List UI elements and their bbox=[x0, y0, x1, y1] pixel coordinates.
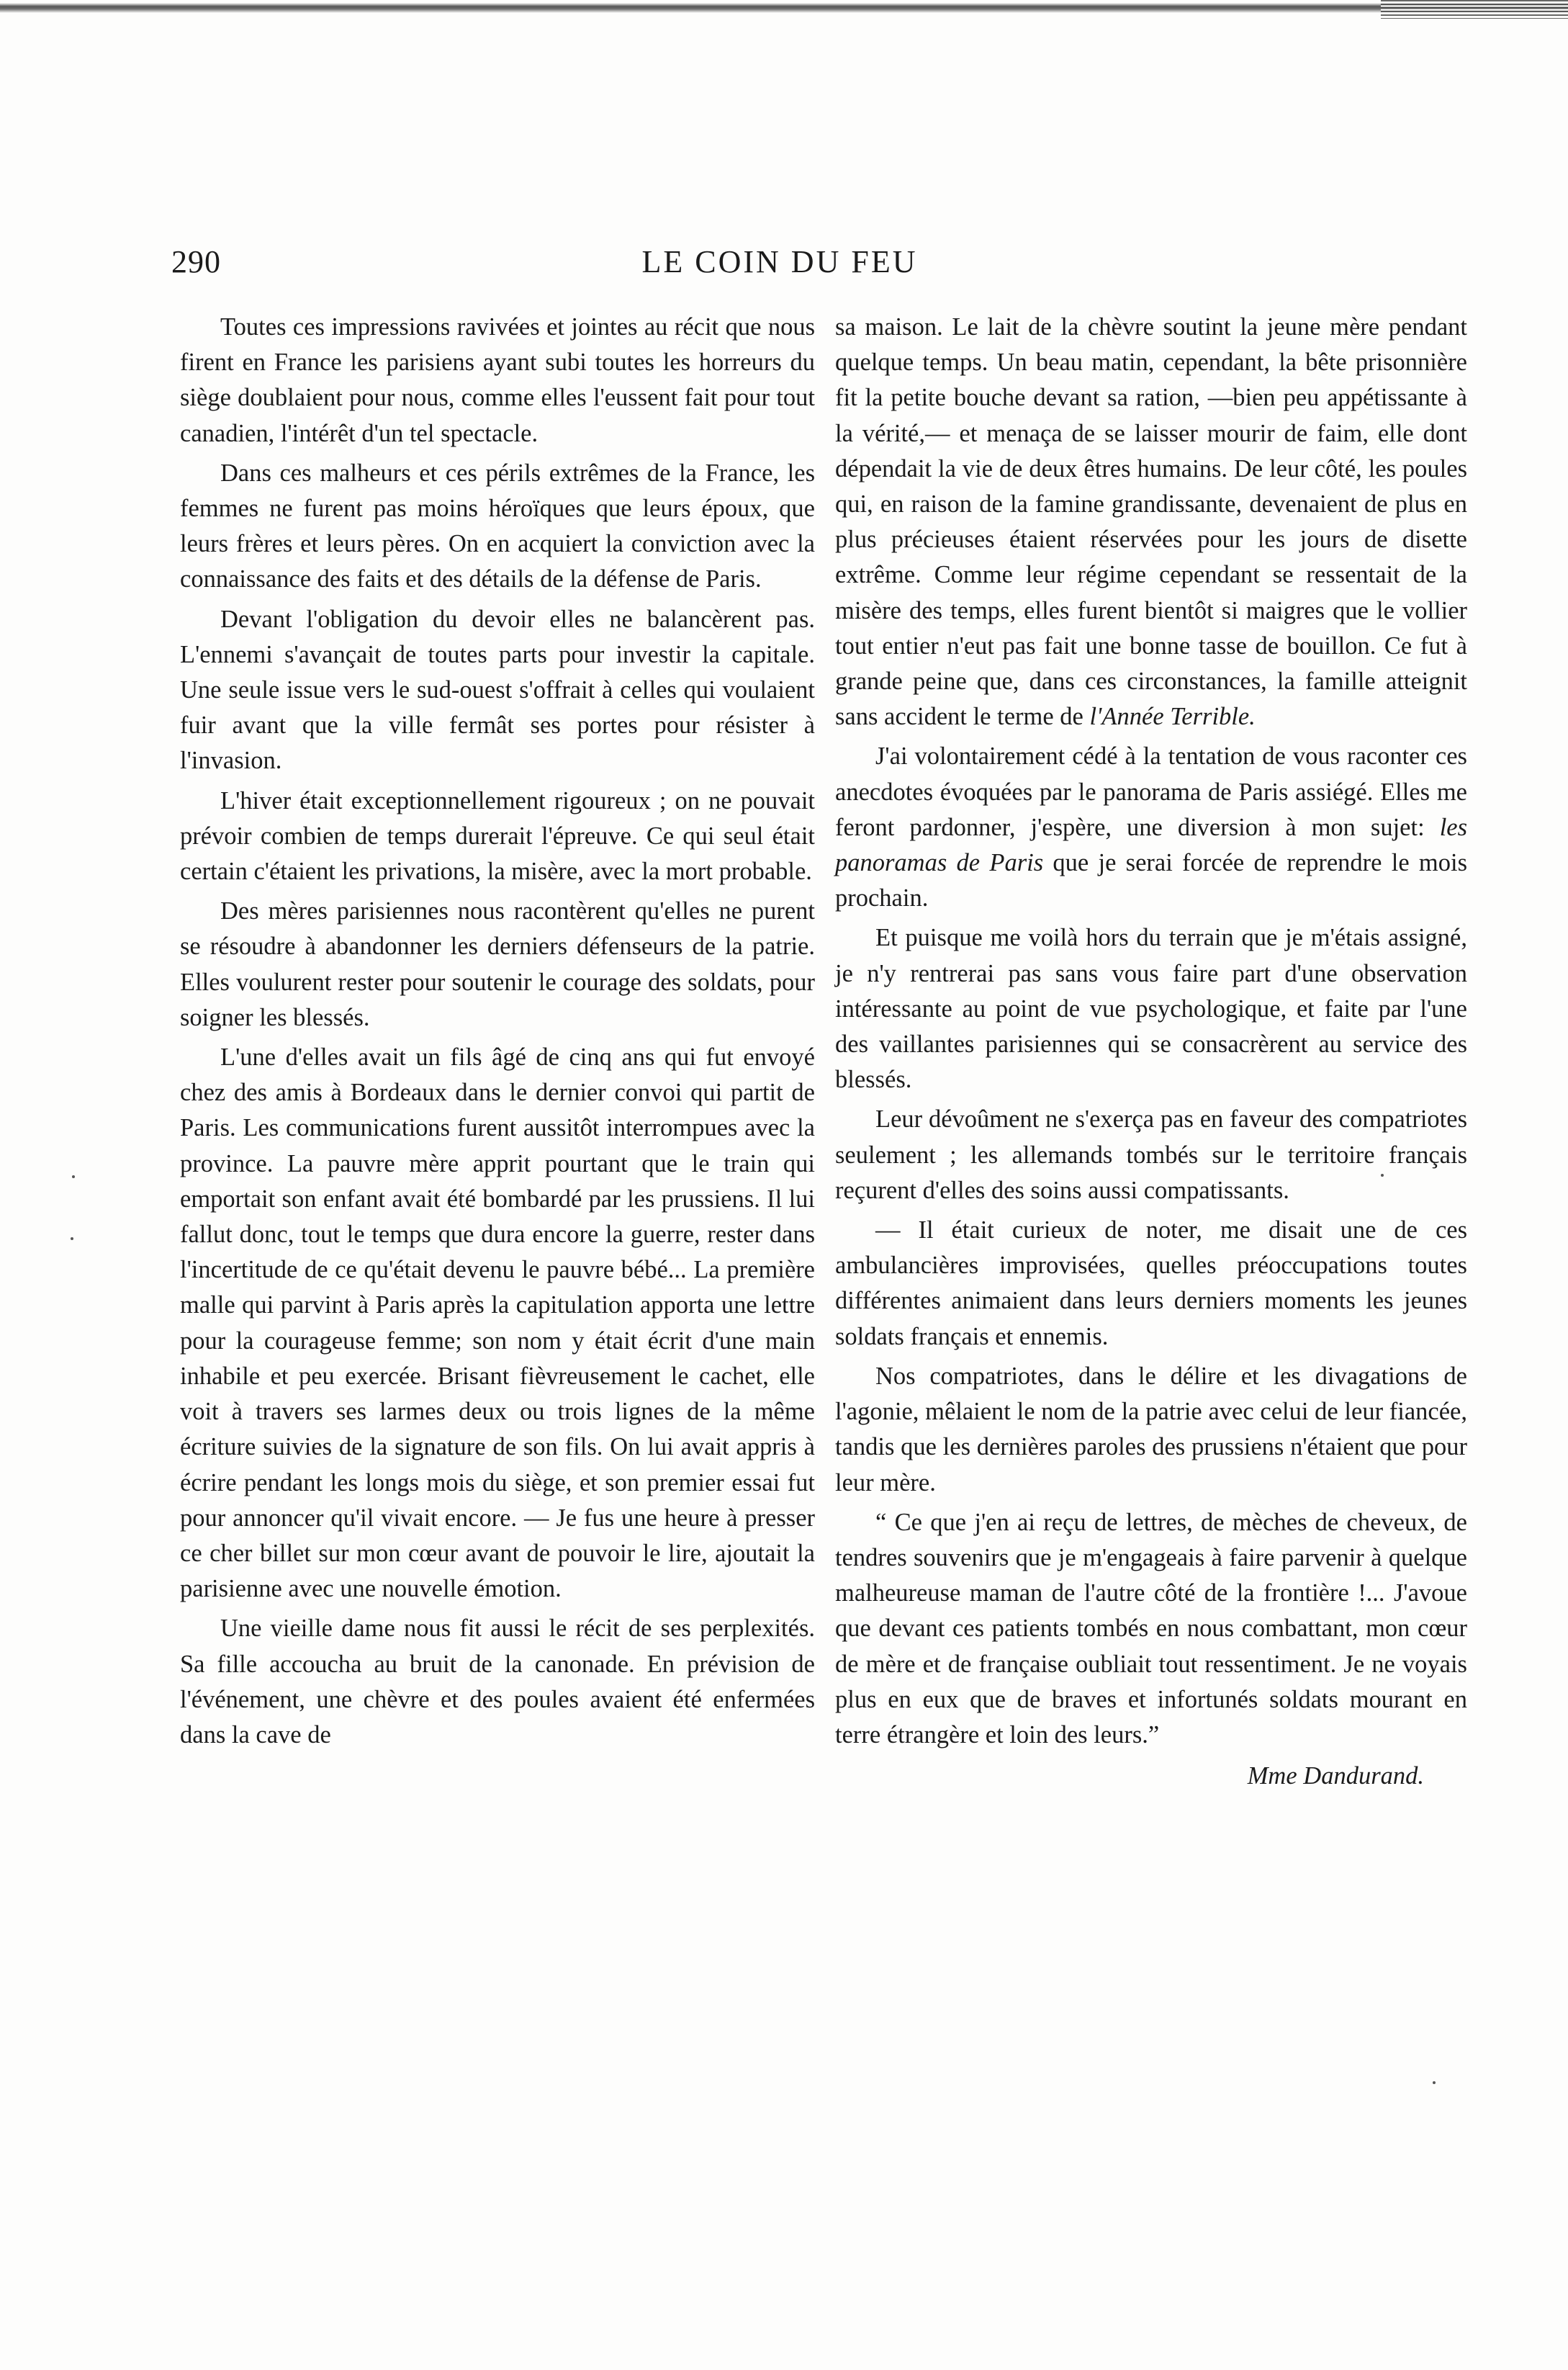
paragraph: “ Ce que j'en ai reçu de lettres, de mèches de cheveux, de tendres souvenirs que je m'engageais à faire parvenir à quelque malheureuse maman de l'autre côté de la frontière !... J'avoue que devant ces patients tombés en nous combattant, mon cœur de mère et de française oubliait tout ressentiment. Je ne voyais plus en eux que de braves et infortunés soldats mourant en terre étrangère et loin des leurs.” bbox=[835, 1508, 1467, 1749]
paragraph: L'une d'elles avait un fils âgé de cinq ans qui fut envoyé chez des amis à Bordeaux dans le dernier convoi qui partit de Paris. Les communications furent aussitôt interrompues avec la province. La pauvre mère apprit pourtant que le train qui emportait son enfant avait été bombardé par les prussiens. Il lui fallut donc, tout le temps que dura encore la guerre, rester dans l'incertitude de ce qu'était devenu le pauvre bébé... La première malle qui parvint à Paris après la capitulation apporta une lettre pour la courageuse femme; son nom y était écrit d'une main inhabile et peu exercée. Brisant fièvreusement le cachet, elle voit à travers ses larmes deux ou trois lignes de la même écriture suivies de la signature de son fils. On lui avait appris à écrire pendant les longs mois du siège, et son premier essai fut pour annoncer qu'il vivait encore. — Je fus une heure à presser ce cher billet sur mon cœur avant de pouvoir le lire, ajoutait la parisienne avec une nouvelle émotion. bbox=[180, 1043, 815, 1603]
scan-speck bbox=[72, 1175, 75, 1178]
italic-title: les panoramas de Paris bbox=[835, 813, 1468, 877]
left-column bbox=[180, 310, 815, 1757]
paragraph: — Il était curieux de noter, me disait une de ces ambulancières improvisées, quelles préoccupations toutes différentes animaient dans leurs derniers moments les jeunes soldats français et ennemis. bbox=[835, 1216, 1467, 1350]
scan-speck bbox=[71, 1237, 73, 1240]
paragraph: Des mères parisiennes nous racontèrent qu'elles ne purent se résoudre à abandonner les derniers défenseurs de la patrie. Elles voulurent rester pour soutenir le courage des soldats, pour soigner les blessés. bbox=[180, 897, 815, 1031]
paragraph: Et puisque me voilà hors du terrain que je m'étais assigné, je n'y rentrerai pas sans vous faire part d'une observation intéressante au point de vue psychologique, et faite par l'une des vaillantes parisiennes qui se consacrèrent au service des blessés. bbox=[835, 924, 1467, 1094]
top-scan-rule bbox=[0, 3, 1568, 13]
paragraph: Toutes ces impressions ravivées et jointes au récit que nous firent en France les parisiens ayant subi toutes les horreurs du siège doublaient pour nous, comme elles l'eussent fait pour tout canadien, l'intérêt d'un tel spectacle. bbox=[180, 313, 815, 447]
paragraph: L'hiver était exceptionnellement rigoureux ; on ne pouvait prévoir combien de temps durerait l'épreuve. Ce qui seul était certain c'étaient les privations, la misère, avec la mort probable. bbox=[180, 786, 815, 886]
author-signature: Mme Dandurand. bbox=[1247, 1762, 1424, 1790]
paragraph: Leur dévoûment ne s'exerça pas en faveur des compatriotes seulement ; les allemands tombés sur le territoire français reçurent d'elles des soins aussi compatissants. bbox=[835, 1105, 1467, 1204]
paragraph bbox=[835, 739, 1467, 916]
scan-speck bbox=[1381, 1174, 1384, 1177]
top-scan-rule-right bbox=[1381, 0, 1568, 19]
scan-speck bbox=[1433, 2081, 1436, 2084]
paragraph-text: J'ai volontairement cédé à la tentation de vous raconter ces anecdotes évoquées par le panorama de Paris assiégé. Elles me feront pardonner, j'espère, une diversion à mon sujet: bbox=[835, 742, 1467, 841]
running-title: LE COIN DU FEU bbox=[641, 244, 918, 279]
paragraph: Nos compatriotes, dans le délire et les divagations de l'agonie, mêlaient le nom de la patrie avec celui de leur fiancée, tandis que les dernières paroles des prussiens n'étaient que pour leur mère. bbox=[835, 1362, 1467, 1496]
paragraph: Une vieille dame nous fit aussi le récit de ses perplexités. Sa fille accoucha au bruit de la canonade. En prévision de l'événement, une chèvre et des poules avaient été enfermées dans la cave de bbox=[180, 1615, 815, 1749]
right-column bbox=[835, 310, 1467, 1798]
paragraph-text: que je serai forcée de reprendre le mois prochain. bbox=[835, 849, 1468, 912]
paragraph: Dans ces malheurs et ces périls extrêmes de la France, les femmes ne furent pas moins héroïques que leurs époux, que leurs frères et leurs pères. On en acquiert la conviction avec la connaissance des faits et des détails de la défense de Paris. bbox=[180, 459, 815, 593]
continuation-text: sa maison. Le lait de la chèvre soutint la jeune mère pendant quelque temps. Un beau matin, cependant, la bête prisonnière fit la petite bouche devant sa ration, —bien peu appétissante à la vérité,— et menaça de se laisser mourir de faim, elle dont dépendait la vie de deux êtres humains. De leur côté, les poules qui, en raison de la famine grandissante, devenaient de plus en plus précieuses étaient réservées pour les jours de disette extrême. Comme leur régime cependant se ressentait de la misère des temps, elles furent bientôt si maigres que le vollier tout entier n'eut pas fait une bonne tasse de bouillon. Ce fut à grande peine que, dans ces circonstances, la famille atteignit sans accident le terme de bbox=[835, 313, 1467, 731]
page-number: 290 bbox=[171, 244, 221, 279]
paragraph-continuation bbox=[835, 310, 1467, 735]
page-header bbox=[171, 243, 1388, 287]
paragraph: Devant l'obligation du devoir elles ne balancèrent pas. L'ennemi s'avançait de toutes parts pour investir la capitale. Une seule issue vers le sud-ouest s'offrait à celles qui voulaient fuir avant que la ville fermât ses portes pour résister à l'invasion. bbox=[180, 605, 815, 775]
italic-title: l'Année Terrible. bbox=[1089, 703, 1256, 731]
